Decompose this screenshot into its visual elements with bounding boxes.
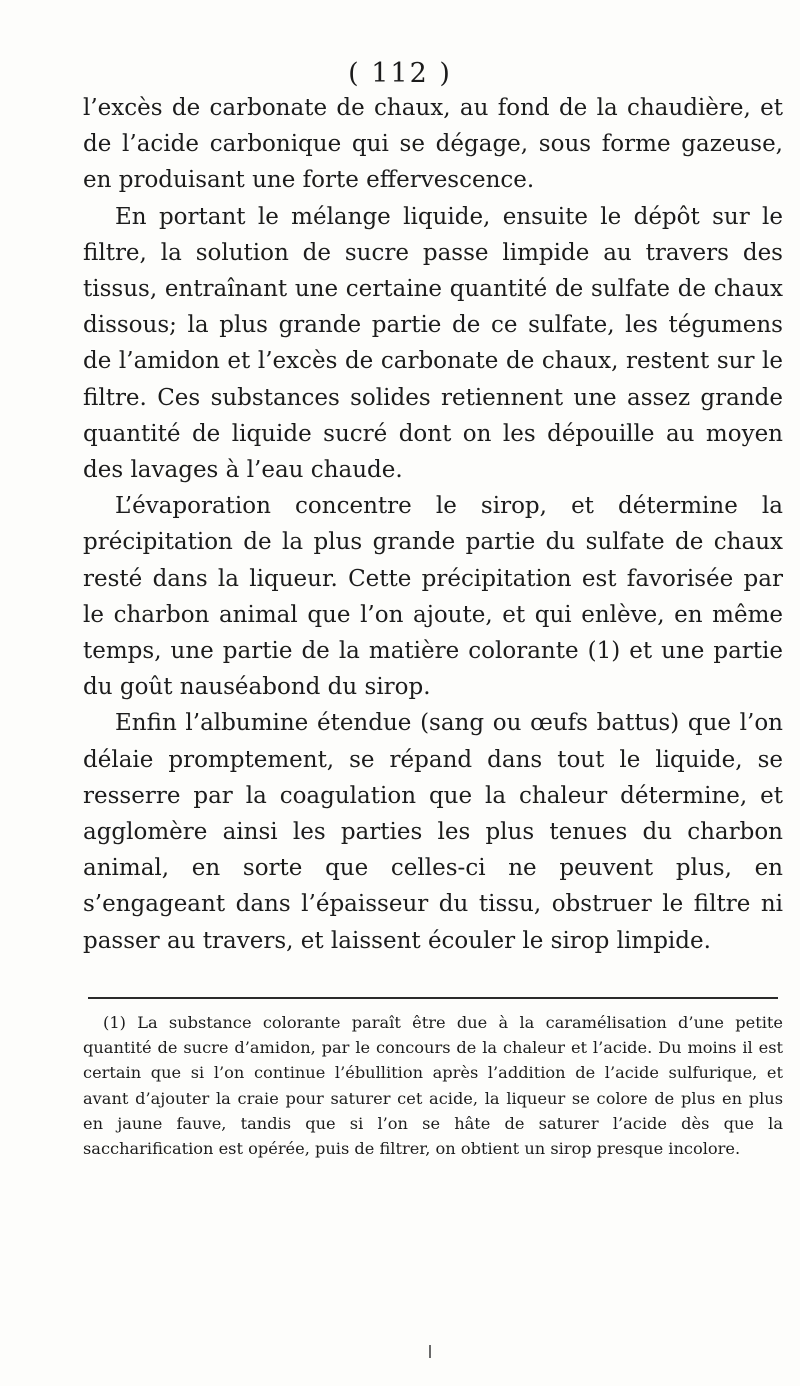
paragraph-4: Enfin l’albumine étendue (sang ou œufs battus) que l’on délaie promptement, se répand dans tout le liquide, se resserre par la coagulation que la chaleur détermine, et agglomère ainsi les parties les plus tenues du charbon animal, en sorte que celles-ci ne peuvent plus, en s’engageant dans l’épaisseur du tissu, obstruer le filtre ni passer au travers, et laissent écouler le sirop limpide. (83, 710, 783, 954)
paragraph-2: En portant le mélange liquide, ensuite le dépôt sur le filtre, la solution de sucre passe limpide au travers des tissus, entraînant une certaine quantité de sulfate de chaux dissous; la plus grande partie de ce sulfate, les tégumens de l’amidon et l’excès de carbonate de chaux, restent sur le filtre. Ces substances solides retiennent une assez grande quantité de liquide sucré dont on les dépouille au moyen des lavages à l’eau chaude. (83, 203, 783, 484)
footnote (83, 1010, 783, 1161)
paragraph-1: l’excès de carbonate de chaux, au fond de la chaudière, et de l’acide carbonique qui se dégage, sous forme gazeuse, en produisant une forte effervescence. (83, 95, 783, 194)
page-number: ( 112 ) (348, 58, 452, 89)
paragraph-3: L’évaporation concentre le sirop, et détermine la précipitation de la plus grande partie du sulfate de chaux resté dans la liqueur. Cette précipitation est favorisée par le charbon animal que l’on ajoute, et qui enlève, en même temps, une partie de la matière colorante (1) et une partie du goût nauséabond du sirop. (83, 493, 783, 701)
footnote-text: (1) La substance colorante paraît être due à la caramélisation d’une petite quantité de sucre d’amidon, par le concours de la chaleur et l’acide. Du moins il est certain que si l’on continue l’ébullition après l’addition de l’acide sulfurique, et avant d’ajouter la craie pour saturer cet acide, la liqueur se colore de plus en plus en jaune fauve, tandis que si l’on se hâte de saturer l’acide dès que la saccharification est opérée, puis de filtrer, on obtient un sirop presque incolore. (83, 1013, 783, 1159)
body-text (83, 90, 783, 959)
stray-mark (429, 1345, 431, 1358)
footnote-divider (88, 997, 778, 999)
